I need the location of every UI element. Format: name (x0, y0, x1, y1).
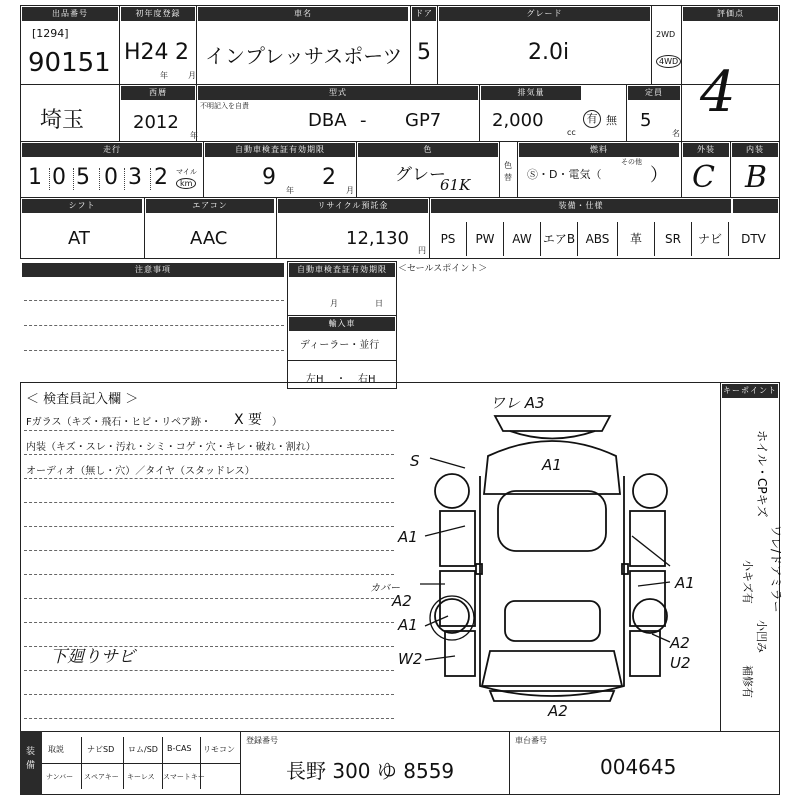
mileage-digit: 1 (28, 165, 42, 190)
type-note: 不明記入を自責 (200, 102, 249, 110)
equip-cell: リモコン (203, 745, 235, 754)
first-reg-era: H24 (124, 40, 169, 65)
model-prefix: DBA (308, 110, 347, 131)
damage-a2-left: A2 (392, 592, 412, 610)
color-header: 色 (358, 143, 498, 157)
inspector-line (24, 598, 394, 599)
import-header: 輸入車 (289, 317, 395, 331)
equip-cell: 取説 (48, 745, 64, 754)
extra-header (733, 199, 778, 213)
mileage-mile-unit: マイル (176, 168, 197, 176)
divider (626, 84, 627, 142)
inspector-line (24, 718, 394, 719)
divider (203, 141, 204, 198)
shift-header: シフト (22, 199, 142, 213)
fuel-close: ） (650, 165, 668, 186)
mileage-digit: 0 (52, 165, 66, 190)
feature-cell: SR (654, 222, 691, 256)
inspector-line (24, 670, 394, 671)
displacement-value: 2,000 (492, 110, 544, 131)
score-header: 評価点 (683, 7, 778, 21)
inspection-year: 9 (262, 165, 276, 190)
drive-2wd: 2WD (656, 30, 676, 39)
recycle-value: 12,130 (346, 228, 409, 249)
divider (681, 141, 682, 198)
grade-header: グレード (439, 7, 650, 21)
chassis-no-header: 車台番号 (515, 736, 547, 745)
capacity-unit: 名 (672, 129, 680, 138)
year-unit: 年 (190, 131, 198, 140)
inspector-line (24, 574, 394, 575)
feature-cell: ナビ (691, 222, 728, 256)
inspector-line3: オーディオ（無し・穴）／タイヤ（スタッドレス） (26, 466, 255, 477)
keypoint-text: 小凹み (755, 620, 768, 653)
fuel-options: Ⓢ・D・電気（ (527, 168, 602, 181)
divider (123, 737, 124, 789)
first-reg-month-unit: 月 (188, 71, 196, 80)
recycle-unit: 円 (418, 246, 426, 255)
drive-4wd: 4WD (656, 55, 681, 68)
displacement-header: 排気量 (481, 86, 581, 100)
equip-cell: ナビSD (87, 745, 115, 754)
equip-cell: ナンバー (46, 773, 74, 781)
divider (200, 737, 201, 789)
keypoint-text: ワレ/ドアミラー (769, 525, 783, 613)
equipment-header: 装備・仕様 (431, 199, 731, 213)
feature-cell: ABS (577, 222, 617, 256)
first-reg-month: 2 (175, 40, 189, 65)
divider (276, 197, 277, 259)
divider (144, 197, 145, 259)
inspector-line (24, 694, 394, 695)
exterior-header: 外装 (683, 143, 729, 157)
fuel-other-label: その他 (621, 158, 642, 166)
color-change-label: 色替 (504, 161, 512, 182)
mileage-digit: 5 (76, 165, 90, 190)
fuel-header: 燃料 (519, 143, 679, 157)
equip-grid (42, 763, 240, 764)
inspector-line (24, 430, 394, 431)
feature-cell: DTV (728, 222, 778, 256)
lot-number-header: 出品番号 (22, 7, 118, 21)
keypoint-text: 小キズ有 (741, 560, 754, 604)
mileage-digit: 2 (154, 165, 168, 190)
wheel-rear-right (633, 474, 667, 508)
car-name-header: 車名 (198, 7, 408, 21)
divider (509, 731, 510, 795)
notes-line (24, 350, 284, 351)
inspection-month: 2 (322, 165, 336, 190)
divider (119, 84, 120, 142)
keypoint-text: ホイル・CPキズ (755, 430, 769, 518)
license-plate: 長野 300 ゆ 8559 (286, 759, 455, 783)
damage-kabar: カバー (370, 583, 400, 594)
divider (720, 382, 721, 732)
mileage-digit: 0 (104, 165, 118, 190)
equip-label: 装備 (26, 747, 36, 771)
damage-a1-right: A1 (675, 574, 695, 592)
displacement-unit: cc (567, 128, 576, 137)
wheel-rear-left (435, 474, 469, 508)
inspector-line1: Fガラス（キズ・飛石・ヒビ・リペア跡・ (26, 417, 212, 428)
body-outline (480, 476, 624, 696)
divider (437, 5, 438, 85)
damage-a1-left: A1 (398, 528, 418, 546)
inspector-title: ＜ 検査員記入欄 ＞ (26, 392, 139, 407)
inspector-line (24, 502, 394, 503)
damage-a2-bottom: A2 (548, 702, 568, 720)
notes-header: 注意事項 (22, 263, 284, 277)
car-diagram (370, 386, 720, 730)
car-name: インプレッサスポーツ (205, 44, 403, 68)
import-type: ディーラー・並行 (300, 340, 380, 351)
inspection-date-header: 自動車検査証有効期限 (289, 263, 395, 277)
inspector-line (24, 454, 394, 455)
import-divider (287, 360, 397, 361)
equip-cell: キーレス (127, 773, 155, 781)
notes-line (24, 300, 284, 301)
inspector-line2: 内装（キズ・スレ・汚れ・シミ・コゲ・穴・キレ・破れ・割れ） (26, 442, 316, 453)
inspector-line (24, 526, 394, 527)
lot-number: 90151 (28, 48, 111, 78)
divider (479, 84, 480, 142)
handwritten-note: 下廻りサビ (50, 647, 135, 667)
handle-dot: ・ (336, 374, 346, 385)
divider (240, 731, 241, 795)
damage-w2: W2 (398, 650, 423, 668)
damage-a1-top: A1 (542, 456, 562, 474)
feature-cell: エアB (540, 222, 577, 256)
equip-cell: B-CAS (167, 744, 192, 753)
inspector-line (24, 622, 394, 623)
mileage-header: 走行 (22, 143, 202, 157)
divider (81, 737, 82, 789)
inspection-year-unit: 年 (286, 186, 294, 195)
inspection-header: 自動車検査証有効期限 (205, 143, 355, 157)
damage-s: S (410, 452, 420, 470)
roof (498, 491, 606, 551)
mileage-km-unit: km (176, 178, 196, 189)
divider (150, 168, 151, 190)
doors-value: 5 (417, 40, 431, 65)
divider (119, 5, 120, 85)
feature-cell: PS (429, 222, 466, 256)
left-rear-door (440, 511, 475, 566)
divider (499, 141, 500, 198)
inspection-month-unit: 月 (346, 186, 354, 195)
capacity-header: 定員 (628, 86, 680, 100)
grade-value: 2.0i (528, 40, 570, 65)
divider (162, 737, 163, 789)
divider (356, 141, 357, 198)
equip-cell: ロム/SD (128, 745, 158, 754)
inspector-line1-mark: X 要 (234, 412, 263, 428)
damage-top: ワレ A3 (490, 394, 545, 412)
turbo-yes: 有 (583, 110, 601, 128)
score-value: 4 (700, 60, 736, 125)
model-code: GP7 (405, 110, 442, 131)
exterior-grade: C (692, 160, 715, 195)
first-reg-header: 初年度登録 (121, 7, 195, 21)
year-header: 西暦 (121, 86, 195, 100)
divider (517, 141, 518, 198)
divider (99, 168, 100, 190)
handle-right: 右H (358, 374, 376, 385)
keypoint-text-svg (722, 400, 783, 730)
left-fender (445, 631, 475, 676)
chassis-number: 004645 (600, 755, 677, 779)
interior-grade: B (745, 160, 768, 195)
feature-cell: PW (466, 222, 503, 256)
interior-header: 内装 (732, 143, 778, 157)
aircon-header: エアコン (146, 199, 274, 213)
area-value: 埼玉 (40, 108, 85, 133)
inspector-line1-end: ） (272, 417, 282, 428)
handle-left: 左H (306, 374, 324, 385)
equip-cell: スマートキー (163, 773, 205, 781)
keypoint-header: キーポイント (722, 384, 778, 398)
divider (124, 168, 125, 190)
inspector-line (24, 550, 394, 551)
divider (730, 141, 731, 198)
mileage-digit: 3 (128, 165, 142, 190)
damage-a2-right: A2 (670, 634, 690, 652)
color-name: グレー (395, 165, 446, 185)
type-header: 型式 (198, 86, 478, 100)
damage-a1-low: A1 (398, 616, 418, 634)
sales-point-label: ＜セールスポイント＞ (398, 264, 488, 274)
inspector-line (24, 478, 394, 479)
date-month-label: 月 (330, 299, 338, 308)
doors-header: ドア (412, 7, 436, 21)
windshield (505, 601, 600, 641)
divider (196, 84, 197, 142)
roof-spoiler (495, 416, 610, 431)
notes-line (24, 325, 284, 326)
feature-cell: AW (503, 222, 540, 256)
first-reg-year-unit: 年 (160, 71, 168, 80)
right-fender (630, 631, 660, 676)
color-code: 61K (440, 176, 471, 194)
damage-u2: U2 (670, 654, 691, 672)
year-value: 2012 (133, 112, 179, 133)
reg-no-header: 登録番号 (246, 736, 278, 745)
recycle-header: リサイクル預託金 (278, 199, 428, 213)
date-day-label: 日 (375, 299, 383, 308)
divider (651, 5, 652, 85)
turbo-no: 無 (606, 114, 617, 127)
shift-value: AT (68, 228, 90, 249)
divider (49, 168, 50, 190)
hood (482, 651, 622, 686)
divider (73, 168, 74, 190)
wheel-front-right (633, 599, 667, 633)
equip-cell: スペアキー (84, 773, 119, 781)
feature-cell: 革 (617, 222, 654, 256)
capacity-value: 5 (640, 110, 652, 131)
model-dash: - (360, 110, 367, 131)
keypoint-text: 補修有 (741, 665, 754, 698)
divider (410, 5, 411, 85)
divider (196, 5, 197, 85)
aircon-value: AAC (190, 228, 228, 249)
lot-code: [1294] (32, 27, 69, 40)
